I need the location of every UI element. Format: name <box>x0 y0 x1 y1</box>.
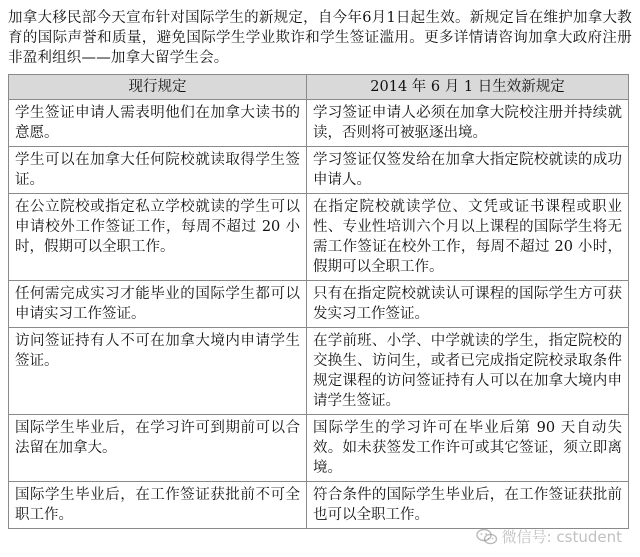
cell-new: 在指定院校就读学位、文凭或证书课程或职业性、专业性培训六个月以上课程的国际学生将无需工作签证在校外工作，每周不超过 20 小时，假期可以全职工作。 <box>307 194 629 281</box>
watermark <box>476 526 622 547</box>
table-row <box>9 100 629 147</box>
rules-comparison-table <box>8 74 629 529</box>
cell-new: 学习签证仅签发给在加拿大指定院校就读的成功申请人。 <box>307 147 629 194</box>
cell-new: 学习签证申请人必须在加拿大院校注册并持续就读，否则将可被驱逐出境。 <box>307 100 629 147</box>
table-row <box>9 482 629 529</box>
table-row <box>9 281 629 328</box>
watermark-text: 微信号: cstudent <box>501 528 622 546</box>
wechat-icon <box>476 528 498 546</box>
cell-new: 在学前班、小学、中学就读的学生，指定院校的交换生、访问生，或者已完成指定院校录取条件规定课程的访问签证持有人可以在加拿大境内申请学生签证。 <box>307 328 629 415</box>
table-row <box>9 194 629 281</box>
header-current-rules: 现行规定 <box>9 75 307 100</box>
table-row <box>9 415 629 482</box>
cell-current: 国际学生毕业后，在学习许可到期前可以合法留在加拿大。 <box>9 415 307 482</box>
table-row <box>9 328 629 415</box>
cell-current: 在公立院校或指定私立学校就读的学生可以申请校外工作签证工作，每周不超过 20 小时，假期可以全职工作。 <box>9 194 307 281</box>
cell-new: 国际学生的学习许可在毕业后第 90 天自动失效。如未获签发工作许可或其它签证，须立即离境。 <box>307 415 629 482</box>
cell-current: 任何需完成实习才能毕业的国际学生都可以申请实习工作签证。 <box>9 281 307 328</box>
cell-current: 学生可以在加拿大任何院校就读取得学生签证。 <box>9 147 307 194</box>
table-header-row <box>9 75 629 100</box>
cell-current: 国际学生毕业后，在工作签证获批前不可全职工作。 <box>9 482 307 529</box>
header-new-rules: 2014 年 6 月 1 日生效新规定 <box>307 75 629 100</box>
cell-new: 符合条件的国际学生毕业后，在工作签证获批前也可以全职工作。 <box>307 482 629 529</box>
table-row <box>9 147 629 194</box>
intro-paragraph: 加拿大移民部今天宣布针对国际学生的新规定，自今年6月1日起生效。新规定旨在维护加拿大教育的国际声誉和质量，避免国际学生学业欺诈和学生签证滥用。更多详情请咨询加拿大政府注册非盈利组织——加拿大留学生会。 <box>8 10 632 66</box>
cell-current: 学生签证申请人需表明他们在加拿大读书的意愿。 <box>9 100 307 147</box>
cell-new: 只有在指定院校就读认可课程的国际学生方可获发实习工作签证。 <box>307 281 629 328</box>
cell-current: 访问签证持有人不可在加拿大境内申请学生签证。 <box>9 328 307 415</box>
